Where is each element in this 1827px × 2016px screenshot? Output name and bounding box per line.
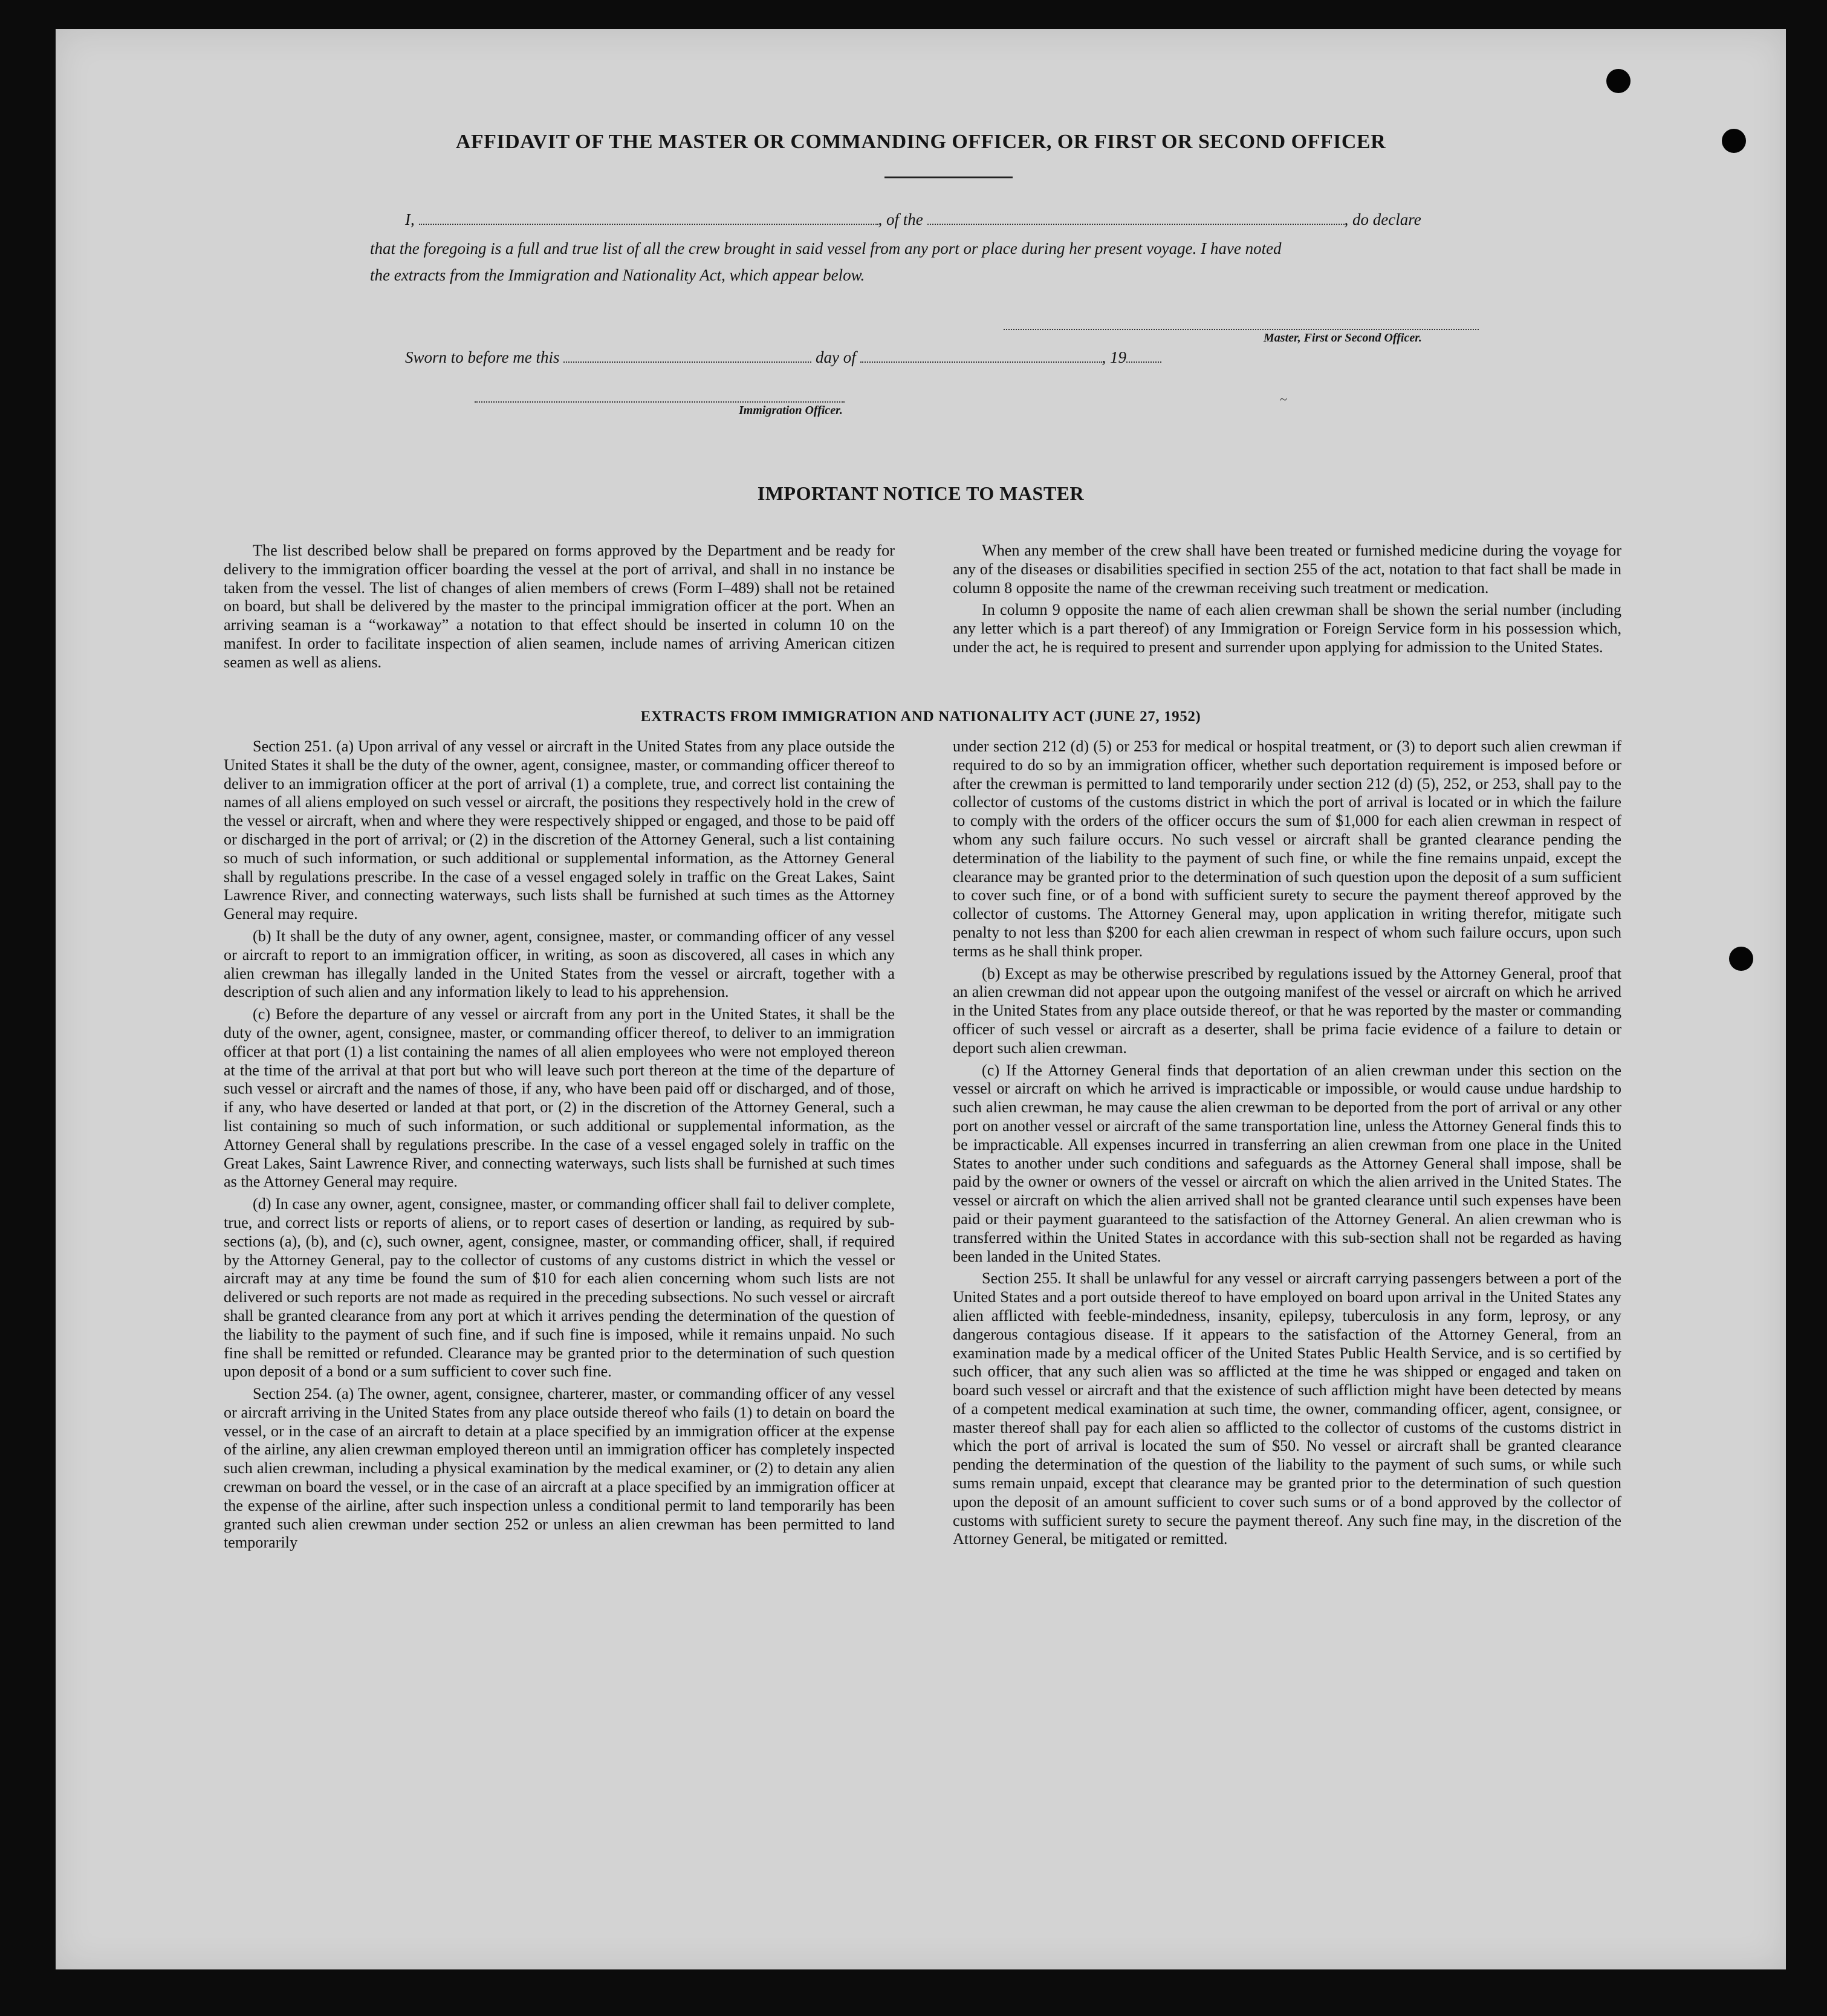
section-254b: (b) Except as may be otherwise prescribed by regulations issued by the Attorney General, proof that an alien crewman did not appear upon the outgoing manifest of the vessel or aircraft on which he arrived in the United States from any place outside thereof, or that he was reported by the master or commanding officer of such vessel or aircraft as a deserter, shall be prima facie evidence of a failure to detain or deport such alien crewman.	[953, 964, 1621, 1057]
extracts-title: EXTRACTS FROM IMMIGRATION AND NATIONALITY ACT (JUNE 27, 1952)	[640, 708, 1201, 725]
notice-right-paragraph-1: When any member of the crew shall have been treated or furnished medicine during the voyage for any of the diseases or disabilities specified in section 255 of the act, notation to that fact shall be made in column 8 opposite the name of the crewman receiving such treatment or medication.	[953, 542, 1621, 597]
section-254a: Section 254. (a) The owner, agent, consignee, charterer, master, or commanding officer of any vessel or aircraft arriving in the United States from any place outside thereof who fails (1) to detain on board the vessel, or in the case of an aircraft to detain at a place specified by an immigration officer at the expense of the airline, any alien crewman employed thereon until an immigration officer has completely inspected such alien crewman, including a physical examination by the medical examiner, or (2) to detain any alien crewman on board the vessel, or in the case of an aircraft at a place specified by an immigration officer at the expense of the airline, after such inspection unless a conditional permit to land temporarily has been granted such alien crewman under section 252 or unless an alien crewman has been permitted to land temporarily	[224, 1385, 895, 1552]
punch-hole-top-icon	[1606, 69, 1631, 93]
i-label: I,	[405, 210, 415, 229]
notice-left-column	[224, 542, 895, 676]
extracts-right-column	[953, 737, 1621, 1552]
notice-left-paragraph: The list described below shall be prepared on forms approved by the Department and be ready for delivery to the immigration officer boarding the vessel at the port of arrival, and shall in no instance be taken from the vessel. The list of changes of alien members of crews (Form I–489) shall not be retained on board, but shall be delivered by the master to the principal immigration officer at the port. When an arriving seaman is a “workaway” a notation to that effect should be inserted in column 10 on the manifest. In order to facilitate inspection of alien seamen, include names of arriving American citizen seamen as well as aliens.	[224, 542, 895, 671]
stray-mark-icon: ~	[1280, 392, 1287, 407]
section-251b: (b) It shall be the duty of any owner, agent, consignee, master, or commanding officer of any vessel or aircraft to report to an immigration officer, in writing, as soon as discovered, all cases in which any alien crewman has illegally landed in the United States from the vessel or aircraft, together with a description of such alien and any information likely to lead to his apprehension.	[224, 927, 895, 1001]
title-rule	[884, 177, 1013, 178]
officer-signature-field[interactable]	[475, 400, 845, 403]
affidavit-title: AFFIDAVIT OF THE MASTER OR COMMANDING OFFICER, OR FIRST OR SECOND OFFICER	[455, 131, 1386, 153]
day-of-label: day of	[816, 348, 856, 366]
section-255: Section 255. It shall be unlawful for any vessel or aircraft carrying passengers between a port of the United States and a port outside thereof to have employed on board upon arrival in the United States any alien afflicted with feeble-mindedness, insanity, epilepsy, tuberculosis in any form, leprosy, or any dangerous contagious disease. If it appears to the satisfaction of the Attorney General, from an examination made by a medical officer of the United States Public Health Service, and is so certified by such officer, that any such alien was so afflicted at the time he was shipped or engaged and taken on board such vessel or aircraft and that the existence of such affliction might have been detected by means of a competent medical examination at such time, the owner, commanding officer, agent, consignee, or master thereof shall pay for each alien so afflicted to the collector of customs of the customs district in which the port of arrival is located the sum of $50. No vessel or aircraft shall be granted clearance pending the determination of the question of the liability to the payment of such sums, or while such sums remain unpaid, except that clearance may be granted prior to the determination of such question upon the deposit of an amount sufficient to cover such sums or of a bond approved by the collector of customs with sufficient surety to secure the payment thereof. Any such fine may, in the discretion of the Attorney General, be mitigated or remitted.	[953, 1269, 1621, 1548]
section-254c: (c) If the Attorney General finds that deportation of an alien crewman under this section on the vessel or aircraft on which he arrived is impracticable or impossible, or would cause undue hardship to such alien crewman, he may cause the alien crewman to be deported from the port of arrival or any other port on another vessel or aircraft of the same transportation line, unless the Attorney General finds this to be impracticable. All expenses incurred in transferring an alien crewman from one place in the United States to another under such conditions and safeguards as the Attorney General shall impose, shall be paid by the owner or owners of the vessel or aircraft on which the alien arrived in the United States. The vessel or aircraft on which the alien arrived shall not be granted clearance until such expenses have been paid or their payment guaranteed to the satisfaction of the Attorney General. An alien crewman who is transferred within the United States in accordance with this sub-section shall not be regarded as having been landed in the United States.	[953, 1061, 1621, 1265]
sworn-year-field[interactable]	[1126, 351, 1161, 363]
extracts-left-column	[224, 737, 895, 1556]
punch-hole-middle-icon	[1729, 947, 1753, 971]
declarant-line	[405, 210, 1421, 229]
notice-right-paragraph-2: In column 9 opposite the name of each alien crewman shall be shown the serial number (including any letter which is a part thereof) of any Immigration or Foreign Service form in his possession which, under the act, he is required to present and surrender upon applying for admission to the United States.	[953, 601, 1621, 656]
vessel-name-field[interactable]	[927, 213, 1345, 225]
master-signature-field[interactable]	[1004, 328, 1479, 330]
notice-title: IMPORTANT NOTICE TO MASTER	[757, 482, 1085, 504]
section-254a-continued: under section 212 (d) (5) or 253 for medical or hospital treatment, or (3) to deport such alien crewman if required to do so by an immigration officer, whether such deportation requirement is imposed before or after the crewman is permitted to land temporarily under section 212 (d) (5), 252, or 253, shall pay to the collector of customs of the customs district in which the port of arrival is located or in which the failure to comply with the orders of the officer occurs the sum of $1,000 for each alien crewman in respect of whom any such failure occurs. No such vessel or aircraft shall be granted clearance pending the determination of the liability to the payment of such fine, or while the fine remains unpaid, except the clearance may be granted prior to the determination of such question upon the deposit of a sum sufficient to cover such fine, or of a bond with sufficient surety to secure the payment thereof approved by the collector of customs. The Attorney General may, upon application in writing therefor, mitigate such penalty to not less than $200 for each alien crewman in respect of whom such failure occurs, upon such terms as he shall think proper.	[953, 737, 1621, 960]
section-251c: (c) Before the departure of any vessel or aircraft from any port in the United States, it shall be the duty of the owner, agent, consignee, master, or commanding officer thereof, to deliver to an immigration officer at that port (1) a list containing the names of all alien employees who were not employed thereon at the time of the arrival at that port but who will leave such port thereon at the time of the departure of such vessel or aircraft and the names of those, if any, who have been paid off or discharged, and of those, if any, who have deserted or landed at that port, or (2) in the discretion of the Attorney General, such a list containing so much of such information, or such additional or supplemental information, as the Attorney General shall by regulations prescribe. In the case of a vessel engaged solely in traffic on the Great Lakes, Saint Lawrence River, and connecting waterways, such lists shall be furnished at such times as the Attorney General may require.	[224, 1005, 895, 1191]
sworn-day-field[interactable]	[563, 351, 811, 363]
of-the-label: , of the	[878, 210, 923, 229]
notice-right-column	[953, 542, 1621, 661]
sworn-label: Sworn to before me this	[405, 348, 560, 366]
section-251d: (d) In case any owner, agent, consignee, master, or commanding officer shall fail to deliver complete, true, and correct lists or reports of aliens, or to report cases of desertion or landing, as required by sub-sections (a), (b), and (c), such owner, agent, consignee, master, or commanding officer, shall, if required by the Attorney General, pay to the collector of customs of any customs district in which the vessel or aircraft may at any time be found the sum of $10 for each alien concerning whom such lists are not delivered or such reports are not made as required in the preceding subsections. No such vessel or aircraft shall be granted clearance from any port at which it arrives pending the determination of the question of the liability to the payment of such fine, and if such fine is imposed, while it remains unpaid. No such fine shall be remitted or refunded. Clearance may be granted prior to the determination of such question upon deposit of a bond or a sum sufficient to cover such fine.	[224, 1195, 895, 1381]
sworn-month-field[interactable]	[860, 351, 1102, 363]
do-declare-label: , do declare	[1344, 210, 1421, 229]
declarant-name-field[interactable]	[419, 213, 878, 225]
year-label: , 19	[1102, 348, 1126, 366]
declaration-line-2: the extracts from the Immigration and Nationality Act, which appear below.	[370, 266, 865, 284]
master-caption: Master, First or Second Officer.	[1264, 331, 1422, 345]
declaration-line-1: that the foregoing is a full and true list of all the crew brought in said vessel from any port or place during her present voyage. I have noted	[370, 239, 1282, 258]
officer-caption: Immigration Officer.	[739, 404, 843, 417]
document-page	[56, 29, 1786, 1969]
sworn-line	[405, 348, 1161, 367]
section-251a: Section 251. (a) Upon arrival of any vessel or aircraft in the United States from any place outside the United States it shall be the duty of the owner, agent, consignee, master, or commanding officer thereof to deliver to an immigration officer at the port of arrival (1) a complete, true, and correct list containing the names of all aliens employed on such vessel or aircraft, the positions they respectively hold in the crew of the vessel or aircraft, when and where they were respectively shipped or engaged, and those to be paid off or discharged in the port of arrival; or (2) in the discretion of the Attorney General, such a list containing so much of such information, or such additional or supplemental information, as the Attorney General shall by regulations prescribe. In the case of a vessel engaged solely in traffic on the Great Lakes, Saint Lawrence River, and connecting waterways, such lists shall be furnished at such times as the Attorney General may require.	[224, 737, 895, 923]
